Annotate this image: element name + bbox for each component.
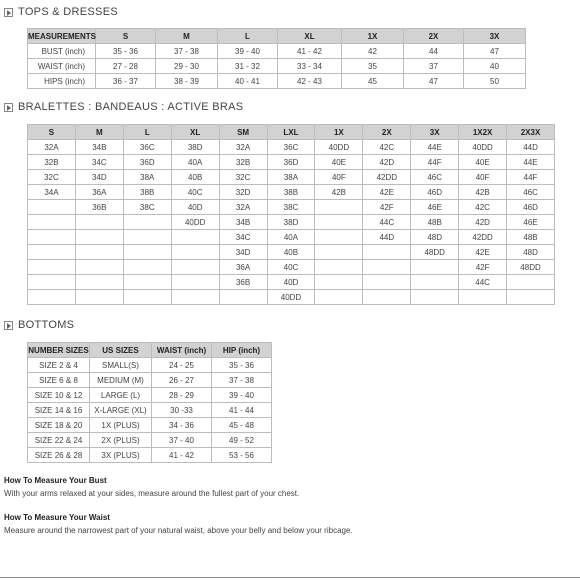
table-cell [28, 230, 76, 245]
table-cell: 38B [267, 185, 315, 200]
table-row [28, 373, 272, 388]
table-cell: X-LARGE (XL) [90, 403, 152, 418]
table-row [28, 448, 272, 463]
table-cell: 41 - 42 [152, 448, 212, 463]
table-cell [123, 215, 171, 230]
table-cell [171, 290, 219, 305]
column-header: LXL [267, 125, 315, 140]
table-cell [315, 290, 363, 305]
table-header-row [28, 29, 526, 44]
table-cell [363, 290, 411, 305]
table-cell: 42B [459, 185, 507, 200]
table-cell: 46C [507, 185, 555, 200]
table-cell: HIPS (inch) [28, 74, 96, 89]
table-cell: 32A [219, 140, 267, 155]
table-cell [363, 275, 411, 290]
table-cell: 49 - 52 [212, 433, 272, 448]
table-cell: 33 - 34 [278, 59, 342, 74]
table-cell: 36C [267, 140, 315, 155]
table-cell [28, 245, 76, 260]
table-cell [315, 200, 363, 215]
table-cell [363, 260, 411, 275]
column-header: 3X [411, 125, 459, 140]
table-cell [28, 275, 76, 290]
table-cell [75, 290, 123, 305]
table-cell: 42C [459, 200, 507, 215]
table-row [28, 275, 555, 290]
table-row [28, 388, 272, 403]
table-cell: SIZE 10 & 12 [28, 388, 90, 403]
table-cell [123, 260, 171, 275]
column-header: 3X [464, 29, 526, 44]
table-cell [28, 215, 76, 230]
table-cell: 44 [404, 44, 464, 59]
table-cell: 39 - 40 [218, 44, 278, 59]
table-cell [315, 215, 363, 230]
table-cell: 38B [123, 185, 171, 200]
table-cell: 42F [363, 200, 411, 215]
table-cell: SIZE 2 & 4 [28, 358, 90, 373]
table-cell: 26 - 27 [152, 373, 212, 388]
table-cell [123, 290, 171, 305]
divider [0, 577, 580, 578]
table-cell: 29 - 30 [156, 59, 218, 74]
table-cell: 48B [411, 215, 459, 230]
table-cell: BUST (inch) [28, 44, 96, 59]
column-header: 1X2X [459, 125, 507, 140]
table-cell: 42DD [459, 230, 507, 245]
table-cell: 47 [404, 74, 464, 89]
table-cell: 36 - 37 [96, 74, 156, 89]
table-cell: 40D [171, 200, 219, 215]
table-cell: 40B [267, 245, 315, 260]
table-cell: 28 - 29 [152, 388, 212, 403]
table-cell: 30 -33 [152, 403, 212, 418]
table-cell: 35 - 36 [96, 44, 156, 59]
table-cell [315, 275, 363, 290]
table-cell: 40F [315, 170, 363, 185]
table-cell: 42 - 43 [278, 74, 342, 89]
table-cell [507, 275, 555, 290]
table-cell: 48D [411, 230, 459, 245]
table-cell: 37 - 38 [212, 373, 272, 388]
column-header: S [28, 125, 76, 140]
table-cell: 42DD [363, 170, 411, 185]
table-cell: 50 [464, 74, 526, 89]
table-cell: 40E [459, 155, 507, 170]
table-cell: 34D [219, 245, 267, 260]
table-cell: 40DD [267, 290, 315, 305]
table-row [28, 260, 555, 275]
table-cell [75, 260, 123, 275]
table-cell: 38A [267, 170, 315, 185]
table-row [28, 230, 555, 245]
table-cell [219, 290, 267, 305]
table-cell: MEDIUM (M) [90, 373, 152, 388]
table-cell [123, 245, 171, 260]
table-cell: 40DD [315, 140, 363, 155]
table-cell: 34C [219, 230, 267, 245]
table-header-row [28, 343, 272, 358]
table-cell: 40E [315, 155, 363, 170]
table-cell: 34B [219, 215, 267, 230]
table-row [28, 44, 526, 59]
table-cell [171, 260, 219, 275]
table-cell [411, 275, 459, 290]
table-cell [171, 230, 219, 245]
column-header: M [156, 29, 218, 44]
table-row [28, 200, 555, 215]
table-cell: 31 - 32 [218, 59, 278, 74]
table-row [28, 170, 555, 185]
section-header-tops[interactable] [4, 6, 118, 18]
table-cell [28, 290, 76, 305]
table-cell: 32C [219, 170, 267, 185]
table-cell: 41 - 44 [212, 403, 272, 418]
table-cell [363, 245, 411, 260]
table-cell [123, 275, 171, 290]
waist-heading: How To Measure Your Waist [4, 513, 110, 522]
table-cell: 46E [507, 215, 555, 230]
column-header: US SIZES [90, 343, 152, 358]
table-cell: 44D [363, 230, 411, 245]
table-cell: 42D [459, 215, 507, 230]
section-title: BOTTOMS [18, 319, 75, 331]
table-cell: 38A [123, 170, 171, 185]
table-cell: 44C [459, 275, 507, 290]
expand-arrow-icon[interactable] [4, 8, 13, 17]
table-cell: 34C [75, 155, 123, 170]
table-cell: 48DD [507, 260, 555, 275]
table-cell: 35 - 36 [212, 358, 272, 373]
table-cell: 44D [507, 140, 555, 155]
table-row [28, 358, 272, 373]
table-row [28, 245, 555, 260]
table-cell: SIZE 22 & 24 [28, 433, 90, 448]
column-header: MEASUREMENTS [28, 29, 96, 44]
table-row [28, 418, 272, 433]
table-cell: 34D [75, 170, 123, 185]
table-cell: SIZE 26 & 28 [28, 448, 90, 463]
table-row [28, 433, 272, 448]
table-cell: 42F [459, 260, 507, 275]
table-cell: 42C [363, 140, 411, 155]
table-row [28, 74, 526, 89]
table-cell [411, 260, 459, 275]
table-cell: 40F [459, 170, 507, 185]
table-cell: SIZE 14 & 16 [28, 403, 90, 418]
table-cell [459, 290, 507, 305]
table-cell: 38C [123, 200, 171, 215]
expand-arrow-icon[interactable] [4, 103, 13, 112]
table-cell: 45 [342, 74, 404, 89]
bust-heading: How To Measure Your Bust [4, 476, 107, 485]
table-cell [75, 245, 123, 260]
section-header-bottoms[interactable] [4, 319, 74, 331]
column-header: L [218, 29, 278, 44]
table-cell [123, 230, 171, 245]
column-header: HIP (inch) [212, 343, 272, 358]
table-cell: 42 [342, 44, 404, 59]
table-cell: 40 [464, 59, 526, 74]
table-cell: 39 - 40 [212, 388, 272, 403]
table-cell: LARGE (L) [90, 388, 152, 403]
column-header: WAIST (inch) [152, 343, 212, 358]
table-cell: 47 [464, 44, 526, 59]
bottoms-size-table [27, 342, 272, 463]
table-cell: 38 - 39 [156, 74, 218, 89]
table-cell: 44F [411, 155, 459, 170]
column-header: 2X [404, 29, 464, 44]
column-header: 1X [315, 125, 363, 140]
table-header-row [28, 125, 555, 140]
table-cell: 32A [219, 200, 267, 215]
section-title: TOPS & DRESSES [18, 6, 118, 18]
column-header: 2X [363, 125, 411, 140]
table-cell [75, 215, 123, 230]
table-cell: 48B [507, 230, 555, 245]
bust-text: With your arms relaxed at your sides, measure around the fullest part of your chest. [4, 489, 300, 498]
table-cell: 37 - 40 [152, 433, 212, 448]
section-header-bras[interactable] [4, 101, 243, 113]
table-cell: 32D [219, 185, 267, 200]
table-cell: 40DD [171, 215, 219, 230]
table-cell [315, 245, 363, 260]
table-cell [507, 290, 555, 305]
table-cell: 36C [123, 140, 171, 155]
table-cell: 40C [267, 260, 315, 275]
table-cell: 2X (PLUS) [90, 433, 152, 448]
table-cell: 34B [75, 140, 123, 155]
bras-size-table [27, 124, 555, 305]
table-cell: 32B [28, 155, 76, 170]
table-cell [28, 260, 76, 275]
table-cell: 36D [267, 155, 315, 170]
table-cell [411, 290, 459, 305]
section-title: BRALETTES : BANDEAUS : ACTIVE BRAS [18, 101, 244, 113]
table-cell: SIZE 6 & 8 [28, 373, 90, 388]
table-cell: 36D [123, 155, 171, 170]
table-cell: 40A [171, 155, 219, 170]
table-cell [75, 275, 123, 290]
table-cell: 46E [411, 200, 459, 215]
table-cell: 32A [28, 140, 76, 155]
table-cell: 35 [342, 59, 404, 74]
expand-arrow-icon[interactable] [4, 321, 13, 330]
table-cell: 40B [171, 170, 219, 185]
column-header: L [123, 125, 171, 140]
table-cell: 40A [267, 230, 315, 245]
column-header: SM [219, 125, 267, 140]
table-cell: 3X (PLUS) [90, 448, 152, 463]
table-row [28, 215, 555, 230]
table-row [28, 290, 555, 305]
table-cell [171, 275, 219, 290]
table-cell: 40 - 41 [218, 74, 278, 89]
table-cell [171, 245, 219, 260]
table-cell: 38D [267, 215, 315, 230]
table-cell: 44C [363, 215, 411, 230]
table-cell: SIZE 18 & 20 [28, 418, 90, 433]
table-cell: 46D [507, 200, 555, 215]
column-header: S [96, 29, 156, 44]
table-cell: 36B [75, 200, 123, 215]
table-cell: 42D [363, 155, 411, 170]
table-cell [315, 230, 363, 245]
table-cell: 44F [507, 170, 555, 185]
table-row [28, 403, 272, 418]
table-cell: 38D [171, 140, 219, 155]
table-cell: 32B [219, 155, 267, 170]
table-row [28, 59, 526, 74]
table-cell: 1X (PLUS) [90, 418, 152, 433]
table-cell: 48D [507, 245, 555, 260]
column-header: XL [278, 29, 342, 44]
table-cell: 32C [28, 170, 76, 185]
table-cell: 34 - 36 [152, 418, 212, 433]
table-cell: SMALL(S) [90, 358, 152, 373]
table-cell: 42E [459, 245, 507, 260]
column-header: XL [171, 125, 219, 140]
table-cell: 34A [28, 185, 76, 200]
table-cell: 36A [219, 260, 267, 275]
table-cell: 37 - 38 [156, 44, 218, 59]
tops-size-table [27, 28, 526, 89]
column-header: 1X [342, 29, 404, 44]
table-cell [75, 230, 123, 245]
table-cell: 27 - 28 [96, 59, 156, 74]
waist-text: Measure around the narrowest part of your natural waist, above your belly and below your ribcage. [4, 526, 353, 535]
table-cell: 36A [75, 185, 123, 200]
table-row [28, 140, 555, 155]
table-cell: 46C [411, 170, 459, 185]
table-cell: 40DD [459, 140, 507, 155]
table-cell: 41 - 42 [278, 44, 342, 59]
table-cell: 40C [171, 185, 219, 200]
table-cell: 36B [219, 275, 267, 290]
table-cell: 45 - 48 [212, 418, 272, 433]
table-cell: 44E [507, 155, 555, 170]
table-cell: 42B [315, 185, 363, 200]
table-cell: 53 - 56 [212, 448, 272, 463]
table-cell: 44E [411, 140, 459, 155]
table-cell: 37 [404, 59, 464, 74]
table-cell: 40D [267, 275, 315, 290]
table-cell [28, 200, 76, 215]
table-cell: 46D [411, 185, 459, 200]
table-row [28, 185, 555, 200]
column-header: 2X3X [507, 125, 555, 140]
table-cell: 48DD [411, 245, 459, 260]
column-header: M [75, 125, 123, 140]
table-cell: 38C [267, 200, 315, 215]
table-cell: 42E [363, 185, 411, 200]
column-header: NUMBER SIZES [28, 343, 90, 358]
table-row [28, 155, 555, 170]
table-cell: WAIST (inch) [28, 59, 96, 74]
table-cell [315, 260, 363, 275]
table-cell: 24 - 25 [152, 358, 212, 373]
